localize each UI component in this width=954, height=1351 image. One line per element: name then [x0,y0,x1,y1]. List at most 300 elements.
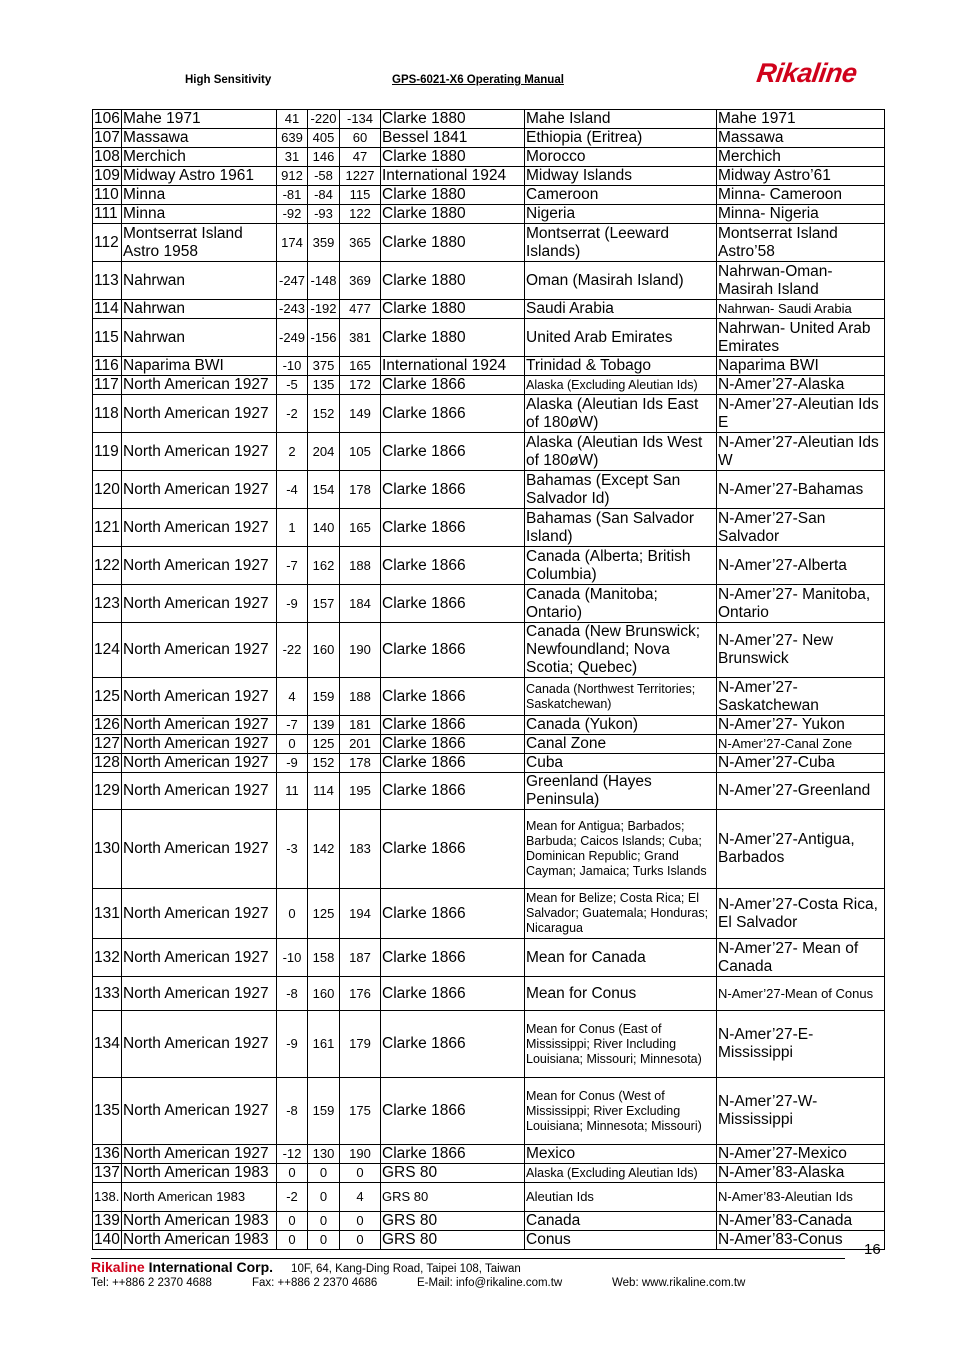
ellipsoid-cell: Clarke 1866 [381,433,525,471]
table-row [93,129,885,148]
delta-x-cell: -5 [277,376,308,395]
table-row [93,205,885,224]
region-cell: Cuba [525,754,717,773]
delta-x-cell: 174 [277,224,308,262]
short-name-cell: Montserrat Island Astro’58 [717,224,885,262]
row-number-cell: 107 [94,129,120,146]
short-name-cell: N-Amer’27-W-Mississippi [717,1078,885,1145]
table-row [93,433,885,471]
delta-x-cell: -7 [277,716,308,735]
short-name-cell: N-Amer’27-San Salvador [717,509,885,547]
table-row [93,735,885,754]
delta-z-cell: 194 [340,889,381,939]
ellipsoid-cell: Clarke 1880 [381,319,525,357]
short-name-cell: Minna- Cameroon [717,186,885,205]
row-number-cell: 126 [94,716,120,733]
ellipsoid-cell: Clarke 1880 [381,300,525,319]
delta-z-cell: -134 [340,110,381,129]
datum-name-cell: Montserrat Island Astro 1958 [122,224,277,262]
datum-name-cell: North American 1983 [122,1231,277,1250]
delta-x-cell: 11 [277,773,308,810]
row-number-cell: 114 [93,300,122,319]
delta-y-cell: 0 [308,1231,340,1250]
ellipsoid-cell: Clarke 1866 [381,735,525,754]
row-number-cell: 111 [93,205,122,224]
datum-name-cell: Midway Astro 1961 [122,167,277,186]
short-name-cell: N-Amer’27-Aleutian Ids W [717,433,885,471]
region-cell: Alaska (Aleutian Ids West of 180øW) [525,433,717,471]
table-row [93,773,885,810]
delta-y-cell: -156 [308,319,340,357]
row-number-cell: 132 [93,939,122,977]
short-name-cell: N-Amer’27-Greenland [717,773,885,810]
row-number-cell: 115 [93,319,122,357]
row-number-cell: 137 [94,1164,120,1181]
short-name-cell: N-Amer’27- Manitoba, Ontario [717,585,885,623]
table-row [93,1183,885,1212]
row-number-cell: 138. [93,1183,122,1212]
short-name-cell: N-Amer’27-Canal Zone [717,735,885,754]
delta-y-cell: 0 [308,1164,340,1183]
delta-z-cell: 184 [340,585,381,623]
row-number-cell: 135 [93,1078,122,1145]
delta-z-cell: 1227 [340,167,381,186]
short-name-cell: Minna- Nigeria [717,205,885,224]
delta-y-cell: 140 [308,509,340,547]
region-cell: Mean for Conus (West of Mississippi; River Excluding Louisiana; Minnesota; Missouri) [525,1078,717,1145]
delta-z-cell: 122 [340,205,381,224]
region-cell: United Arab Emirates [525,319,717,357]
delta-y-cell: -192 [308,300,340,319]
datum-name-cell: Naparima BWI [122,357,277,376]
datum-name-cell: North American 1927 [122,716,277,735]
table-row [93,376,885,395]
row-number-cell: 112 [93,224,122,262]
delta-z-cell: 381 [340,319,381,357]
ellipsoid-cell: GRS 80 [381,1212,525,1231]
ellipsoid-cell: Clarke 1866 [381,471,525,509]
delta-z-cell: 47 [340,148,381,167]
delta-z-cell: 477 [340,300,381,319]
short-name-cell: Mahe 1971 [717,110,885,129]
delta-y-cell: 146 [308,148,340,167]
delta-y-cell: 139 [308,716,340,735]
delta-x-cell: -249 [277,319,308,357]
delta-y-cell: 158 [308,939,340,977]
region-cell: Trinidad & Tobago [525,357,717,376]
delta-y-cell: 159 [308,1078,340,1145]
ellipsoid-cell: International 1924 [381,167,525,186]
table-row [93,319,885,357]
delta-x-cell: 41 [277,110,308,129]
delta-y-cell: 125 [308,889,340,939]
delta-x-cell: -10 [277,357,308,376]
delta-y-cell: 161 [308,1011,340,1078]
table-row [93,1078,885,1145]
ellipsoid-cell: Clarke 1880 [381,186,525,205]
ellipsoid-cell: Clarke 1866 [381,678,525,716]
datum-name-cell: Merchich [122,148,277,167]
table-row [93,810,885,889]
header-subtitle: High Sensitivity [185,74,272,86]
delta-x-cell: -92 [277,205,308,224]
datum-name-cell: North American 1927 [122,810,277,889]
short-name-cell: Massawa [717,129,885,148]
ellipsoid-cell: Clarke 1866 [381,376,525,395]
region-cell: Alaska (Excluding Aleutian Ids) [525,1164,717,1183]
delta-z-cell: 60 [340,129,381,148]
table-row [93,1164,885,1183]
table-row [93,148,885,167]
delta-z-cell: 4 [340,1183,381,1212]
delta-z-cell: 175 [340,1078,381,1145]
region-cell: Oman (Masirah Island) [525,262,717,300]
table-row [93,1212,885,1231]
datum-name-cell: North American 1983 [122,1183,277,1212]
ellipsoid-cell: GRS 80 [381,1164,525,1183]
ellipsoid-cell: Clarke 1866 [381,1145,525,1164]
table-row [93,395,885,433]
delta-x-cell: 4 [277,678,308,716]
delta-z-cell: 172 [340,376,381,395]
header-manual-title: GPS-6021-X6 Operating Manual [392,74,564,86]
short-name-cell: N-Amer’27-Antigua, Barbados [717,810,885,889]
delta-z-cell: 0 [340,1212,381,1231]
ellipsoid-cell: Clarke 1880 [381,110,525,129]
delta-x-cell: -22 [277,623,308,678]
delta-y-cell: 160 [308,977,340,1011]
region-cell: Mean for Conus (East of Mississippi; River Including Louisiana; Missouri; Minnesota) [525,1011,717,1078]
ellipsoid-cell: Clarke 1866 [381,623,525,678]
delta-y-cell: 130 [308,1145,340,1164]
row-number-cell: 106 [94,110,120,127]
delta-x-cell: -12 [277,1145,308,1164]
row-number-cell: 134 [93,1011,122,1078]
rikaline-logo: Rikaline [754,58,859,88]
delta-x-cell: -9 [277,754,308,773]
ellipsoid-cell: Clarke 1866 [381,716,525,735]
ellipsoid-cell: Clarke 1866 [381,773,525,810]
table-row [93,110,885,129]
region-cell: Bahamas (San Salvador Island) [525,509,717,547]
short-name-cell: N-Amer’27-Costa Rica, El Salvador [717,889,885,939]
delta-y-cell: 0 [308,1212,340,1231]
ellipsoid-cell: Clarke 1880 [381,205,525,224]
delta-z-cell: 369 [340,262,381,300]
delta-z-cell: 190 [340,1145,381,1164]
datum-name-cell: Nahrwan [122,300,277,319]
ellipsoid-cell: International 1924 [381,357,525,376]
short-name-cell: N-Amer’27-Alaska [717,376,885,395]
row-number-cell: 139 [94,1212,120,1229]
delta-z-cell: 190 [340,623,381,678]
table-row [93,678,885,716]
table-row [93,547,885,585]
ellipsoid-cell: Clarke 1880 [381,262,525,300]
short-name-cell: Merchich [717,148,885,167]
table-row [93,1145,885,1164]
delta-x-cell: -2 [277,395,308,433]
delta-y-cell: 154 [308,471,340,509]
region-cell: Canada (Alberta; British Columbia) [525,547,717,585]
datum-name-cell: North American 1927 [122,939,277,977]
delta-x-cell: -3 [277,810,308,889]
region-cell: Canada (Yukon) [525,716,717,735]
short-name-cell: N-Amer’27- New Brunswick [717,623,885,678]
delta-x-cell: 912 [277,167,308,186]
datum-name-cell: North American 1927 [122,889,277,939]
footer-company-name: International Corp. [144,1259,274,1275]
row-number-cell: 116 [93,357,122,376]
datum-name-cell: North American 1927 [122,735,277,754]
region-cell: Canal Zone [525,735,717,754]
delta-y-cell: 157 [308,585,340,623]
delta-x-cell: -8 [277,977,308,1011]
table-row [93,716,885,735]
delta-y-cell: -220 [308,110,340,129]
short-name-cell: N-Amer’27- Yukon [717,716,885,735]
row-number-cell: 108 [94,148,120,165]
datum-name-cell: North American 1983 [122,1212,277,1231]
delta-z-cell: 187 [340,939,381,977]
short-name-cell: Nahrwan-Oman-Masirah Island [717,262,885,300]
footer-fax: Fax: ++886 2 2370 4686 [252,1277,378,1289]
datum-name-cell: North American 1927 [122,754,277,773]
delta-y-cell: 160 [308,623,340,678]
footer-address: 10F, 64, Kang-Ding Road, Taipei 108, Taiwan [291,1263,521,1275]
region-cell: Mean for Canada [525,939,717,977]
table-row [93,939,885,977]
delta-x-cell: -81 [277,186,308,205]
row-number-cell: 123 [93,585,122,623]
delta-x-cell: 639 [277,129,308,148]
delta-y-cell: -93 [308,205,340,224]
table-row [93,1011,885,1078]
ellipsoid-cell: GRS 80 [381,1183,525,1212]
region-cell: Saudi Arabia [525,300,717,319]
datum-name-cell: North American 1927 [122,1011,277,1078]
row-number-cell: 118 [93,395,122,433]
datum-name-cell: North American 1927 [122,547,277,585]
ellipsoid-cell: Clarke 1866 [381,585,525,623]
ellipsoid-cell: Clarke 1866 [381,547,525,585]
table-row [93,357,885,376]
table-row [93,585,885,623]
short-name-cell: Nahrwan- United Arab Emirates [717,319,885,357]
row-number-cell: 140 [94,1231,120,1248]
short-name-cell: N-Amer’83-Conus [717,1231,885,1250]
row-number-cell: 136 [94,1145,120,1162]
delta-z-cell: 149 [340,395,381,433]
datum-name-cell: North American 1927 [122,433,277,471]
delta-x-cell: -9 [277,585,308,623]
table-row [93,977,885,1011]
ellipsoid-cell: Bessel 1841 [381,129,525,148]
short-name-cell: Nahrwan- Saudi Arabia [717,300,885,319]
delta-y-cell: 204 [308,433,340,471]
delta-z-cell: 178 [340,754,381,773]
region-cell: Montserrat (Leeward Islands) [525,224,717,262]
delta-x-cell: 0 [277,1212,308,1231]
region-cell: Aleutian Ids [525,1183,717,1212]
region-cell: Midway Islands [525,167,717,186]
datum-name-cell: Nahrwan [122,319,277,357]
delta-z-cell: 201 [340,735,381,754]
region-cell: Canada (New Brunswick; Newfoundland; Nova Scotia; Quebec) [525,623,717,678]
datum-name-cell: Minna [122,205,277,224]
row-number-cell: 128 [94,754,120,771]
ellipsoid-cell: Clarke 1866 [381,939,525,977]
delta-y-cell: 114 [308,773,340,810]
delta-z-cell: 183 [340,810,381,889]
ellipsoid-cell: Clarke 1866 [381,810,525,889]
delta-z-cell: 188 [340,678,381,716]
ellipsoid-cell: GRS 80 [381,1231,525,1250]
ellipsoid-cell: Clarke 1866 [381,509,525,547]
datum-name-cell: North American 1927 [122,773,277,810]
ellipsoid-cell: Clarke 1866 [381,889,525,939]
row-number-cell: 120 [93,471,122,509]
region-cell: Morocco [525,148,717,167]
region-cell: Mexico [525,1145,717,1164]
datum-table [92,109,885,1250]
datum-name-cell: North American 1927 [122,1145,277,1164]
region-cell: Alaska (Aleutian Ids East of 180øW) [525,395,717,433]
delta-y-cell: 405 [308,129,340,148]
delta-z-cell: 165 [340,509,381,547]
footer-brand: Rikaline [91,1259,145,1275]
ellipsoid-cell: Clarke 1866 [381,395,525,433]
delta-x-cell: -243 [277,300,308,319]
delta-z-cell: 181 [340,716,381,735]
datum-name-cell: North American 1927 [122,1078,277,1145]
short-name-cell: N-Amer’27- Saskatchewan [717,678,885,716]
datum-name-cell: Minna [122,186,277,205]
region-cell: Greenland (Hayes Peninsula) [525,773,717,810]
delta-y-cell: 162 [308,547,340,585]
short-name-cell: N-Amer’27-Aleutian Ids E [717,395,885,433]
datum-name-cell: North American 1927 [122,977,277,1011]
delta-z-cell: 365 [340,224,381,262]
row-number-cell: 122 [93,547,122,585]
datum-name-cell: North American 1927 [122,678,277,716]
datum-name-cell: Nahrwan [122,262,277,300]
ellipsoid-cell: Clarke 1866 [381,1011,525,1078]
delta-z-cell: 0 [340,1231,381,1250]
row-number-cell: 129 [93,773,122,810]
table-row [93,300,885,319]
delta-z-cell: 165 [340,357,381,376]
delta-x-cell: -4 [277,471,308,509]
delta-z-cell: 178 [340,471,381,509]
table-row [93,167,885,186]
row-number-cell: 125 [93,678,122,716]
region-cell: Canada [525,1212,717,1231]
region-cell: Ethiopia (Eritrea) [525,129,717,148]
short-name-cell: N-Amer’27-Mexico [717,1145,885,1164]
delta-x-cell: -247 [277,262,308,300]
footer-email: E-Mail: info@rikaline.com.tw [417,1277,563,1289]
datum-name-cell: Massawa [122,129,277,148]
delta-y-cell: 152 [308,395,340,433]
short-name-cell: N-Amer’83-Canada [717,1212,885,1231]
delta-x-cell: -9 [277,1011,308,1078]
row-number-cell: 124 [93,623,122,678]
table-row [93,1231,885,1250]
delta-x-cell: 0 [277,735,308,754]
region-cell: Cameroon [525,186,717,205]
region-cell: Canada (Northwest Territories; Saskatchewan) [525,678,717,716]
short-name-cell: N-Amer’83-Aleutian Ids [717,1183,885,1212]
ellipsoid-cell: Clarke 1866 [381,977,525,1011]
delta-y-cell: 125 [308,735,340,754]
delta-x-cell: 0 [277,889,308,939]
delta-z-cell: 105 [340,433,381,471]
row-number-cell: 130 [93,810,122,889]
delta-y-cell: 359 [308,224,340,262]
region-cell: Canada (Manitoba; Ontario) [525,585,717,623]
region-cell: Bahamas (Except San Salvador Id) [525,471,717,509]
ellipsoid-cell: Clarke 1880 [381,148,525,167]
delta-z-cell: 188 [340,547,381,585]
datum-name-cell: North American 1927 [122,623,277,678]
table-row [93,754,885,773]
row-number-cell: 121 [93,509,122,547]
delta-y-cell: 135 [308,376,340,395]
datum-name-cell: North American 1983 [122,1164,277,1183]
footer-web: Web: www.rikaline.com.tw [612,1277,746,1289]
footer-tel: Tel: ++886 2 2370 4688 [91,1277,212,1289]
row-number-cell: 113 [93,262,122,300]
ellipsoid-cell: Clarke 1880 [381,224,525,262]
short-name-cell: N-Amer’27-Alberta [717,547,885,585]
datum-name-cell: North American 1927 [122,585,277,623]
region-cell: Nigeria [525,205,717,224]
row-number-cell: 127 [94,735,120,752]
delta-y-cell: -58 [308,167,340,186]
table-row [93,224,885,262]
delta-y-cell: 375 [308,357,340,376]
delta-x-cell: -10 [277,939,308,977]
table-row [93,471,885,509]
delta-x-cell: -8 [277,1078,308,1145]
delta-z-cell: 176 [340,977,381,1011]
region-cell: Alaska (Excluding Aleutian Ids) [525,376,717,395]
datum-name-cell: North American 1927 [122,509,277,547]
delta-x-cell: -7 [277,547,308,585]
table-row [93,262,885,300]
region-cell: Mahe Island [525,110,717,129]
table-row [93,509,885,547]
short-name-cell: N-Amer’27-Bahamas [717,471,885,509]
table-row [93,889,885,939]
row-number-cell: 133 [93,977,122,1011]
delta-x-cell: 0 [277,1164,308,1183]
short-name-cell: N-Amer’27-Mean of Conus [717,977,885,1011]
table-row [93,186,885,205]
region-cell: Mean for Conus [525,977,717,1011]
delta-z-cell: 179 [340,1011,381,1078]
row-number-cell: 131 [93,889,122,939]
delta-z-cell: 115 [340,186,381,205]
short-name-cell: Midway Astro’61 [717,167,885,186]
delta-y-cell: 142 [308,810,340,889]
delta-x-cell: 2 [277,433,308,471]
row-number-cell: 119 [93,433,122,471]
row-number-cell: 109 [94,167,120,184]
ellipsoid-cell: Clarke 1866 [381,754,525,773]
table-row [93,623,885,678]
